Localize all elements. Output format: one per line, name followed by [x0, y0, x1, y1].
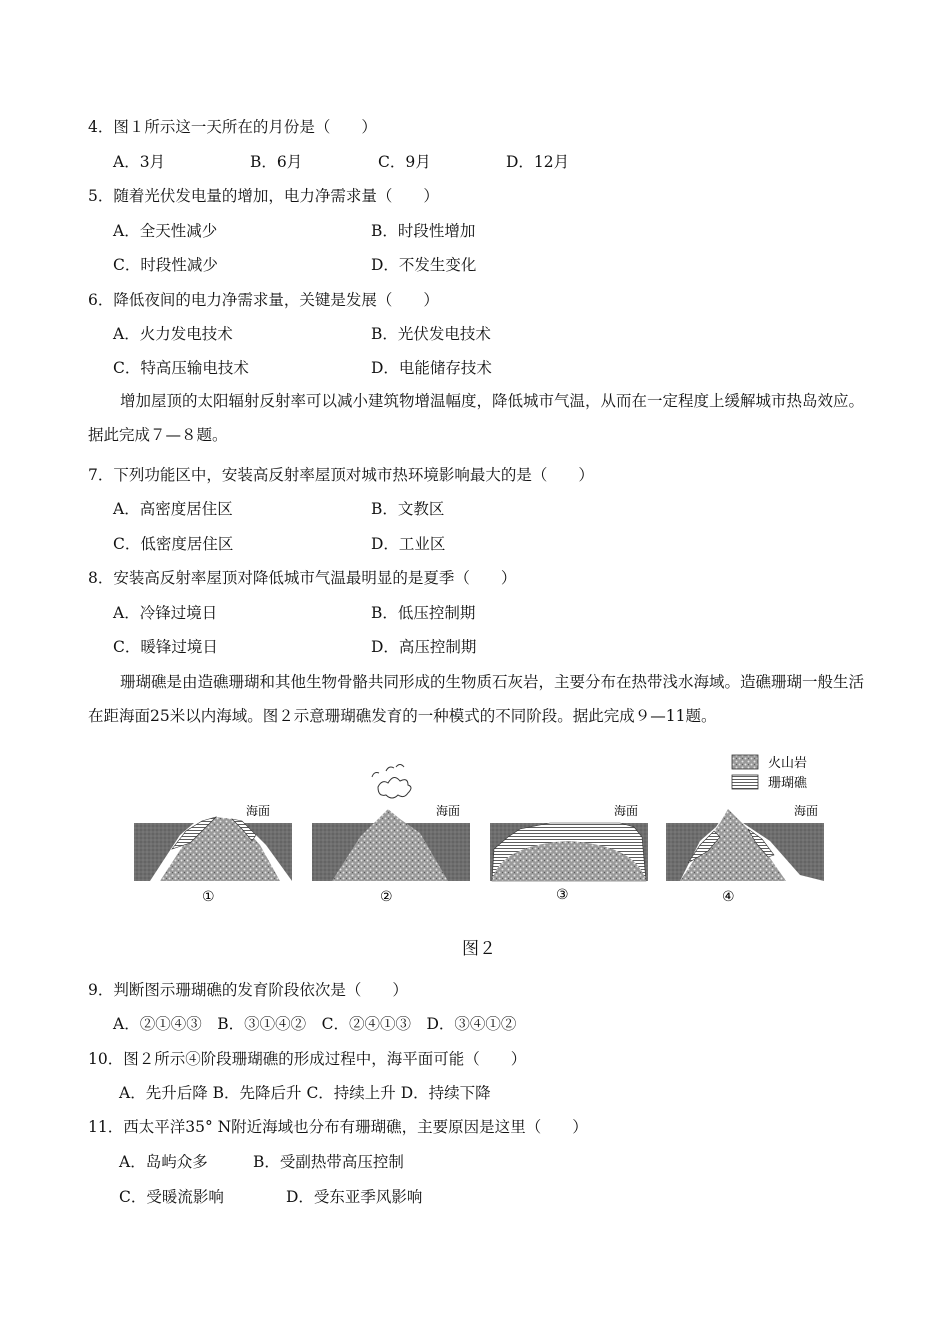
q8-option-d: D．高压控制期 [371, 638, 477, 656]
q5-option-d: D．不发生变化 [371, 256, 477, 274]
passage-coral-reef: 珊瑚礁是由造礁珊瑚和其他生物骨骼共同形成的生物质石灰岩，主要分布在热带浅水海域。造礁珊瑚一般生活在距海面25米以内海域。图２示意珊瑚礁发育的一种模式的不同阶段。据此完成９—11题。 [88, 673, 865, 725]
q4-option-b: B．6月 [250, 153, 303, 171]
figure-caption: 图２ [462, 939, 496, 959]
q6-option-d: D．电能储存技术 [371, 359, 492, 377]
q11-option-a: A．岛屿众多 [119, 1153, 208, 1171]
q8-option-b: B．低压控制期 [371, 604, 476, 622]
legend-coral-label: 珊瑚礁 [768, 775, 808, 790]
passage-roof-reflectivity: 增加屋顶的太阳辐射反射率可以减小建筑物增温幅度，降低城市气温，从而在一定程度上缓解城市热岛效应。据此完成７—８题。 [88, 392, 865, 444]
q9-options: A．②①④③ B．③①④② C．②④①③ D．③④①② [113, 1015, 517, 1033]
sea-surface-label-4: 海面 [794, 804, 819, 818]
sea-surface-label-3: 海面 [614, 804, 639, 818]
q5-option-c: C．时段性减少 [113, 256, 218, 274]
sea-surface-label-2: 海面 [436, 804, 461, 818]
q7-option-d: D．工业区 [371, 535, 446, 553]
q6-option-c: C．特高压输电技术 [113, 359, 249, 377]
q11-option-d: D．受东亚季风影响 [286, 1188, 423, 1206]
q7-option-b: B．文教区 [371, 500, 445, 518]
q8-stem: 8．安装高反射率屋顶对降低城市气温最明显的是夏季（ ） [88, 569, 517, 587]
legend-coral-swatch [732, 775, 758, 789]
legend-volcanic-swatch [732, 755, 758, 769]
q7-option-c: C．低密度居住区 [113, 535, 234, 553]
q4-option-c: C．9月 [378, 153, 431, 171]
panel-4 [666, 804, 824, 905]
q5-option-a: A．全天性减少 [113, 222, 218, 240]
q5-option-b: B．时段性增加 [371, 222, 476, 240]
q10-options: A．先升后降 B．先降后升 C．持续上升 D．持续下降 [119, 1084, 491, 1102]
q8-option-c: C．暖锋过境日 [113, 638, 218, 656]
panel-3 [490, 804, 648, 903]
panel-2 [312, 765, 470, 906]
q7-option-a: A．高密度居住区 [113, 500, 233, 518]
panel-label-1: ① [202, 889, 215, 905]
q5-stem: 5．随着光伏发电量的增加，电力净需求量（ ） [88, 187, 439, 205]
q4-option-d: D．12月 [506, 153, 570, 171]
q4-option-a: A．3月 [113, 153, 166, 171]
coral-reef-stages-figure [120, 745, 840, 915]
q11-stem: 11．西太平洋35° N附近海域也分布有珊瑚礁，主要原因是这里（ ） [88, 1118, 588, 1136]
q11-option-b: B．受副热带高压控制 [253, 1153, 404, 1171]
panel-label-2: ② [380, 889, 393, 905]
q6-option-b: B．光伏发电技术 [371, 325, 491, 343]
q11-option-c: C．受暖流影响 [119, 1188, 224, 1206]
q6-stem: 6．降低夜间的电力净需求量，关键是发展（ ） [88, 291, 439, 309]
q4-stem: 4．图１所示这一天所在的月份是（ ） [88, 118, 377, 136]
panel-1 [134, 804, 292, 905]
q8-option-a: A．冷锋过境日 [113, 604, 218, 622]
legend [732, 755, 808, 790]
q7-stem: 7．下列功能区中，安装高反射率屋顶对城市热环境影响最大的是（ ） [88, 466, 594, 484]
legend-volcanic-label: 火山岩 [768, 755, 808, 770]
panel-label-3: ③ [556, 887, 569, 903]
q10-stem: 10．图２所示④阶段珊瑚礁的形成过程中，海平面可能（ ） [88, 1050, 527, 1068]
q6-option-a: A．火力发电技术 [113, 325, 233, 343]
sea-surface-label-1: 海面 [246, 804, 271, 818]
panel-label-4: ④ [722, 889, 735, 905]
q9-stem: 9．判断图示珊瑚礁的发育阶段依次是（ ） [88, 981, 408, 999]
